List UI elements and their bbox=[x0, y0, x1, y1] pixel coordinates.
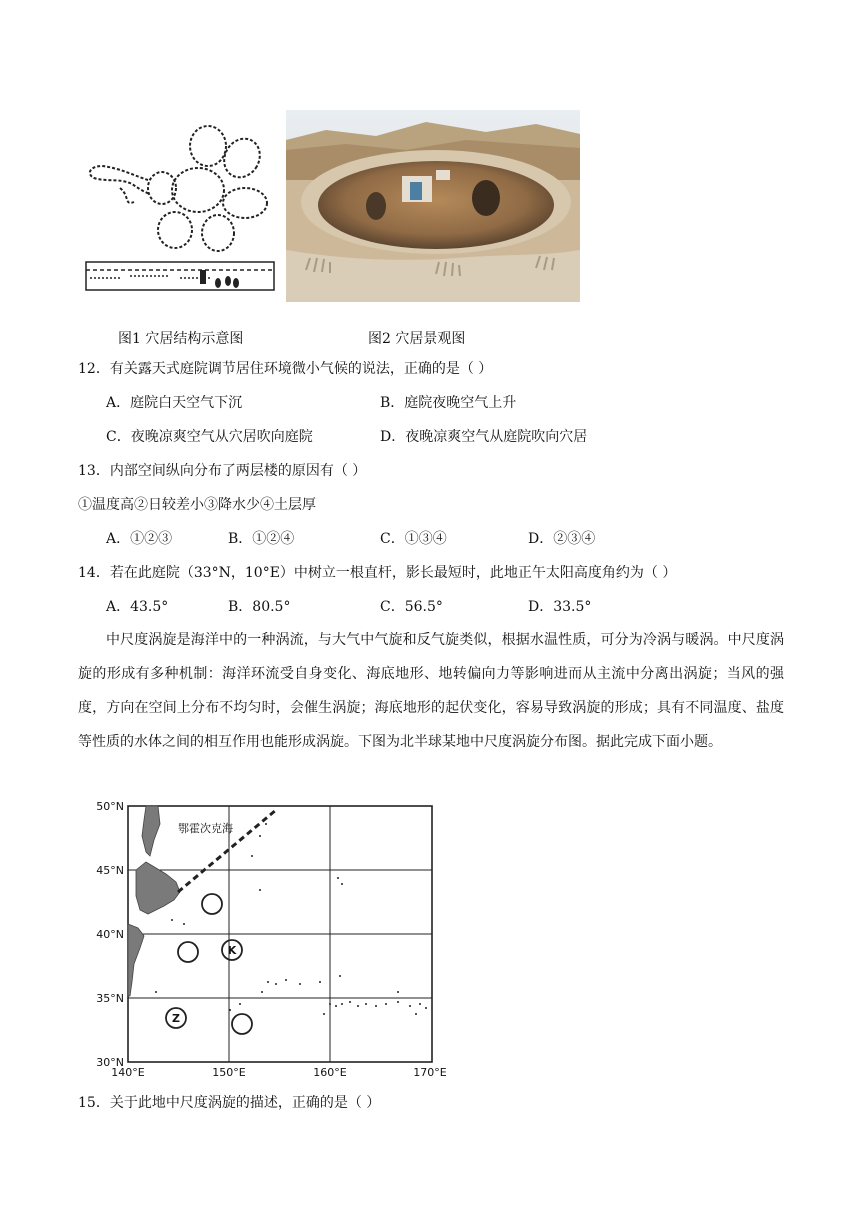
cave-landscape-photo bbox=[286, 110, 580, 302]
eddy-distribution-map bbox=[80, 796, 460, 1080]
lat-label: 50°N bbox=[96, 800, 124, 813]
eddy-z-label: Z bbox=[172, 1012, 180, 1025]
lon-label: 170°E bbox=[413, 1066, 447, 1079]
eddy-k-label: K bbox=[227, 944, 237, 957]
q12-option-d: D．夜晚凉爽空气从庭院吹向穴居 bbox=[380, 429, 588, 445]
q14-stem: 14．若在此庭院（33°N，10°E）中树立一根直杆，影长最短时，此地正午太阳高度角约为（ ） bbox=[78, 565, 677, 581]
lat-label: 30°N bbox=[96, 1056, 124, 1069]
q12-option-c: C．夜晚凉爽空气从穴居吹向庭院 bbox=[106, 429, 313, 445]
lat-label: 45°N bbox=[96, 864, 124, 877]
q15-stem: 15．关于此地中尺度涡旋的描述，正确的是（ ） bbox=[78, 1095, 381, 1111]
q14-option-c: C．56.5° bbox=[380, 599, 443, 615]
q12-option-a: A．庭院白天空气下沉 bbox=[106, 395, 243, 411]
lon-label: 160°E bbox=[313, 1066, 347, 1079]
passage-text: 中尺度涡旋是海洋中的一种涡流，与大气中气旋和反气旋类似，根据水温性质，可分为冷涡与暖涡。中尺度涡旋的形成有多种机制：海洋环流受自身变化、海底地形、地转偏向力等影响进而从主流中分离出涡旋；当风的强度，方向在空间上分布不均匀时，会催生涡旋；海底地形的起伏变化，容易导致涡旋的形成；具有不同温度、盐度等性质的水体之间的相互作用也能形成涡旋。下图为北半球某地中尺度涡旋分布图。据此完成下面小题。 bbox=[78, 632, 784, 750]
q14-option-b: B．80.5° bbox=[228, 599, 291, 615]
q14-option-d: D．33.5° bbox=[528, 599, 592, 615]
q13-items: ①温度高②日较差小③降水少④土层厚 bbox=[78, 497, 316, 513]
cave-structure-diagram bbox=[80, 118, 280, 298]
q14-option-a: A．43.5° bbox=[106, 599, 169, 615]
fig1-caption: 图1 穴居结构示意图 bbox=[118, 331, 244, 347]
sea-label: 鄂霍次克海 bbox=[178, 822, 233, 835]
q13-option-b: B．①②④ bbox=[228, 531, 295, 547]
lat-label: 40°N bbox=[96, 928, 124, 941]
q13-stem: 13．内部空间纵向分布了两层楼的原因有（ ） bbox=[78, 463, 367, 479]
q12-option-b: B．庭院夜晚空气上升 bbox=[380, 395, 517, 411]
q13-option-a: A．①②③ bbox=[106, 531, 173, 547]
lon-label: 140°E bbox=[111, 1066, 145, 1079]
q13-option-c: C．①③④ bbox=[380, 531, 447, 547]
q12-stem: 12．有关露天式庭院调节居住环境微小气候的说法，正确的是（ ） bbox=[78, 361, 493, 377]
q13-option-d: D．②③④ bbox=[528, 531, 596, 547]
lat-label: 35°N bbox=[96, 992, 124, 1005]
fig2-caption: 图2 穴居景观图 bbox=[368, 331, 466, 347]
lon-label: 150°E bbox=[212, 1066, 246, 1079]
